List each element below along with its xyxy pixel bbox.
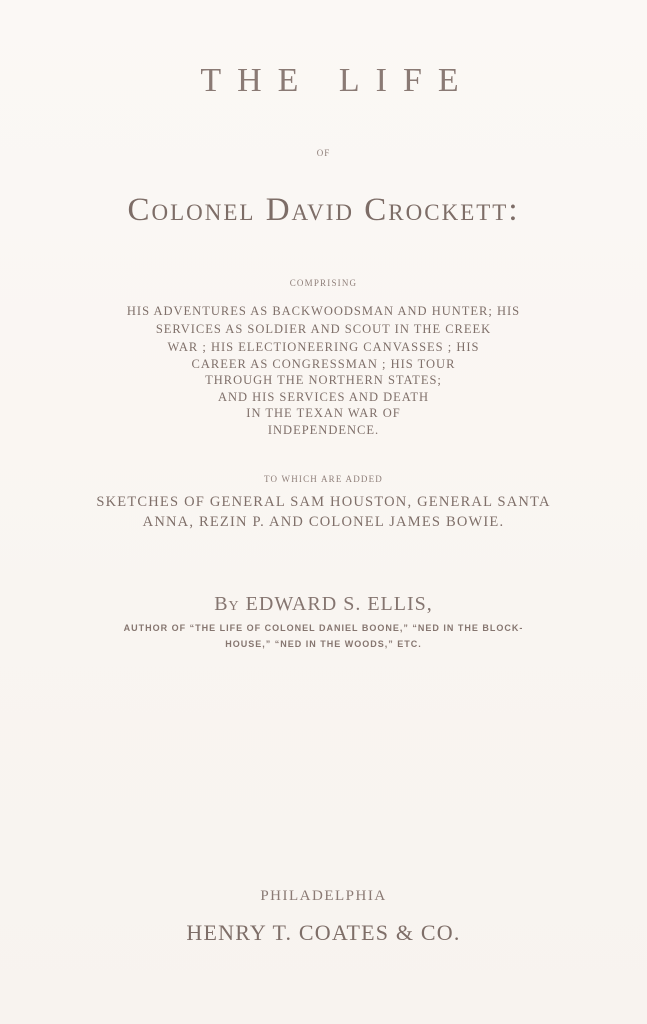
- imprint-publisher: HENRY T. COATES & CO.: [186, 920, 461, 945]
- additions-label: TO WHICH ARE ADDED: [263, 474, 384, 484]
- subject-name: Colonel David Crockett:: [127, 192, 520, 228]
- description-line: WAR ; HIS ELECTIONEERING CANVASSES ; HIS: [167, 340, 480, 354]
- description-line: CAREER AS CONGRESSMAN ; HIS TOUR: [191, 357, 456, 371]
- description-line: INDEPENDENCE.: [267, 423, 380, 437]
- description-line: HIS ADVENTURES AS BACKWOODSMAN AND HUNTER; HIS: [126, 304, 521, 318]
- description-line: IN THE TEXAN WAR OF: [246, 406, 401, 420]
- description-line: THROUGH THE NORTHERN STATES;: [205, 373, 442, 387]
- imprint-city: PHILADELPHIA: [260, 888, 387, 904]
- author-credit-line: HOUSE,” “NED IN THE WOODS,” ETC.: [225, 639, 422, 649]
- description-line: AND HIS SERVICES AND DEATH: [217, 390, 430, 404]
- author-credit-line: AUTHOR OF “THE LIFE OF COLONEL DANIEL BOONE,” “NED IN THE BLOCK-: [123, 623, 524, 633]
- comprising-label: COMPRISING: [289, 278, 358, 288]
- description-line: SERVICES AS SOLDIER AND SCOUT IN THE CREEK: [155, 322, 492, 336]
- book-title: THE LIFE: [200, 62, 475, 99]
- author-byline: By EDWARD S. ELLIS,: [214, 593, 433, 615]
- additions-line: ANNA, REZIN P. AND COLONEL JAMES BOWIE.: [142, 514, 505, 530]
- additions-line: SKETCHES OF GENERAL SAM HOUSTON, GENERAL SANTA: [96, 494, 551, 510]
- title-connector: OF: [316, 148, 331, 158]
